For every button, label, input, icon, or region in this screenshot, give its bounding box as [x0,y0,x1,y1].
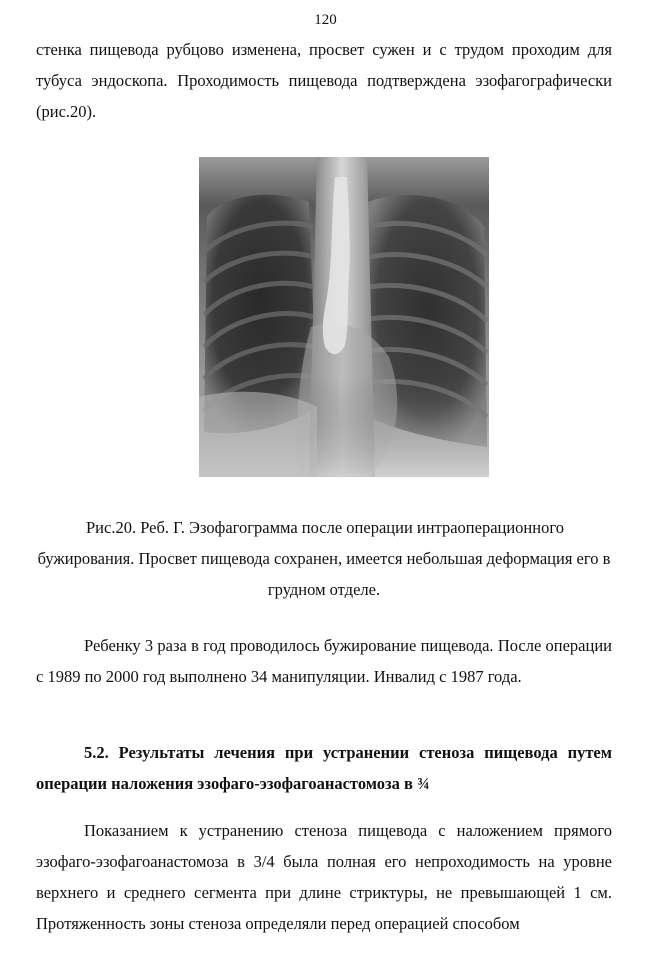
figure-xray [199,157,489,477]
paragraph-2: Ребенку 3 раза в год проводилось бужирование пищевода. После операции с 1989 по 2000 год выполнено 34 манипуляции. Инвалид с 1987 года. [36,636,612,686]
page-number: 120 [314,12,337,28]
xray-left-base [199,392,317,477]
section-heading: 5.2. Результаты лечения при устранении стеноза пищевода путем операции наложения эзофаго-эзофагоанастомоза в ¾ [36,743,612,793]
paragraph-1: стенка пищевода рубцово изменена, просвет сужен и с трудом проходим для тубуса эндоскопа. Проходимость пищевода подтверждена эзофагографически (рис.20). [36,40,612,121]
paragraph-3: Показанием к устранению стеноза пищевода с наложением прямого эзофаго-эзофагоанастомоза в 3/4 была полная его непроходимость на уровне верхнего и среднего сегмента при длине стриктуры, не превышающей 1 см. Протяженность зоны стеноза определяли перед операцией способом [36,821,612,933]
xray-image [199,157,489,477]
caption-line-rest: бужирования. Просвет пищевода сохранен, имеется небольшая деформация его в грудном отделе. [37,549,611,599]
caption-line-1: Рис.20. Реб. Г. Эзофагограмма после операции интраоперационного [86,518,564,537]
figure-caption [36,512,612,605]
